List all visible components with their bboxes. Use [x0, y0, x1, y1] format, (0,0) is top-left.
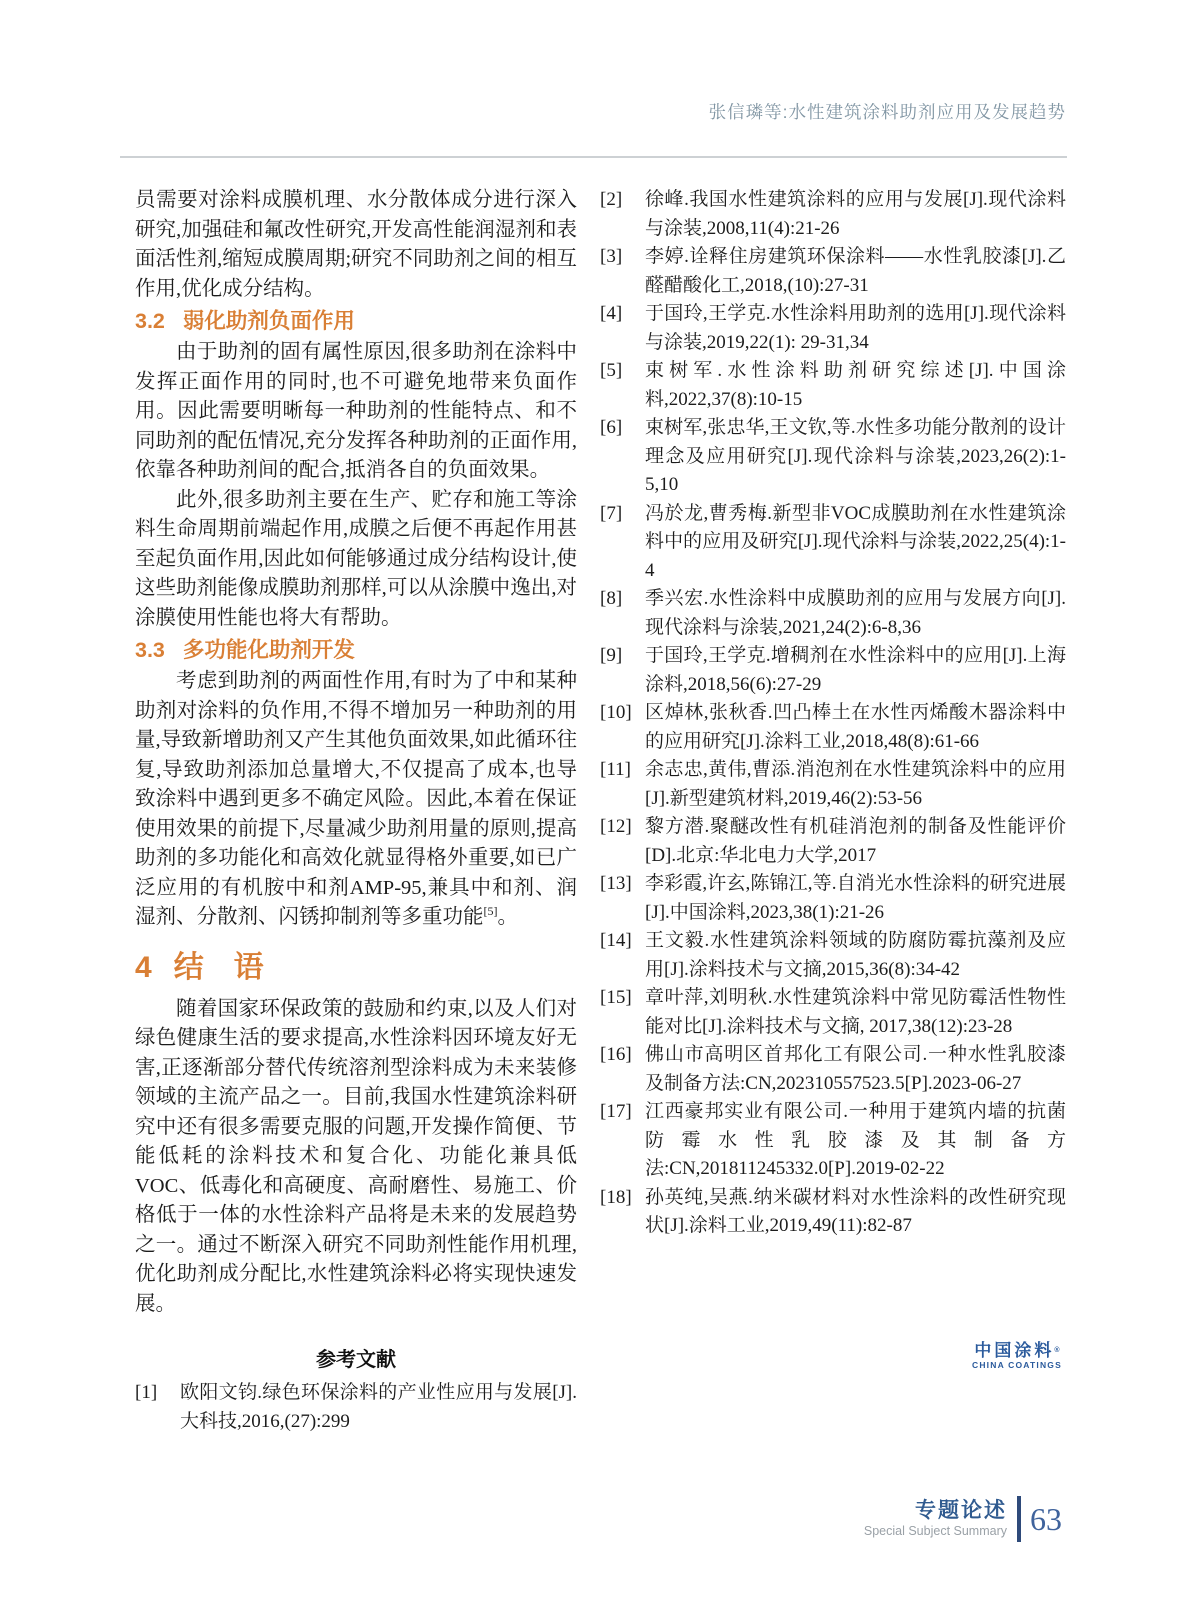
reference-number: [14]	[600, 930, 632, 951]
logo-cn-text	[972, 1342, 1062, 1360]
reference-item	[600, 870, 1066, 927]
section-3-2-paragraph-1: 由于助剂的固有属性原因,很多助剂在涂料中发挥正面作用的同时,也不可避免地带来负面作用。因此需要明晰每一种助剂的性能特点、和不同助剂的配伍情况,充分发挥各种助剂的正面作用,依靠各种助剂间的配合,抵消各自的负面效果。	[135, 341, 577, 481]
reference-number: [6]	[600, 417, 623, 438]
reference-number: [9]	[600, 645, 623, 666]
reference-number: [17]	[600, 1101, 632, 1122]
reference-number: [10]	[600, 702, 632, 723]
reference-text: 于国玲,王学克.增稠剂在水性涂料中的应用[J].上海涂料,2018,56(6):27-29	[645, 645, 1066, 695]
reference-item	[600, 1041, 1066, 1098]
citation-superscript: [5]	[483, 904, 498, 919]
reference-number: [18]	[600, 1186, 632, 1208]
logo-en-text: CHINA COATINGS	[972, 1360, 1062, 1370]
reference-item	[600, 243, 1066, 300]
reference-item	[600, 585, 1066, 642]
reference-item	[600, 1098, 1066, 1184]
reference-number: [4]	[600, 303, 623, 324]
reference-text: 区焯林,张秋香.凹凸棒土在水性丙烯酸木器涂料中的应用研究[J].涂料工业,2018,48(8):61-66	[645, 702, 1066, 752]
reference-text: 徐峰.我国水性建筑涂料的应用与发展[J].现代涂料与涂装,2008,11(4):21-26	[645, 189, 1066, 239]
reference-item	[600, 300, 1066, 357]
intro-paragraph: 员需要对涂料成膜机理、水分散体成分进行深入研究,加强硅和氟改性研究,开发高性能润湿剂和表面活性剂,缩短成膜周期;研究不同助剂之间的相互作用,优化成分结构。	[135, 189, 577, 300]
section-3-3-paragraph	[135, 667, 577, 933]
reference-number: [3]	[600, 246, 623, 267]
reference-text: 束树军,张忠华,王文钦,等.水性多功能分散剂的设计理念及应用研究[J].现代涂料与涂装,2023,26(2):1-5,10	[645, 417, 1066, 495]
footer-category	[864, 1499, 1007, 1540]
reference-text: 于国玲,王学克.水性涂料用助剂的选用[J].现代涂料与涂装,2019,22(1): 29-31,34	[645, 303, 1066, 353]
reference-text: 欧阳文钧.绿色环保涂料的产业性应用与发展[J].大科技,2016,(27):299	[180, 1382, 577, 1432]
section-3-3-paragraph-text: 考虑到助剂的两面性作用,有时为了中和某种助剂对涂料的负作用,不得不增加另一种助剂的用量,导致新增助剂又产生其他负面效果,如此循环往复,导致助剂添加总量增大,不仅提高了成本,也导致涂料中遇到更多不确定风险。因此,本着在保证使用效果的前提下,尽量减少助剂用量的原则,提高助剂的多功能化和高效化就显得格外重要,如已广泛应用的有机胺中和剂AMP-95,兼具中和剂、润湿剂、分散剂、闪锈抑制剂等多重功能	[135, 670, 577, 928]
references-left	[135, 1379, 577, 1436]
reference-item	[600, 813, 1066, 870]
reference-number: [1]	[135, 1382, 158, 1403]
section-3-3-paragraph-end: 。	[497, 906, 518, 928]
section-4-paragraph: 随着国家环保政策的鼓励和约束,以及人们对绿色健康生活的要求提高,水性涂料因环境友好无害,正逐渐部分替代传统溶剂型涂料成为未来装修领域的主流产品之一。目前,我国水性建筑涂料研究中还有很多需要克服的问题,开发操作简便、节能低耗的涂料技术和复合化、功能化兼具低VOC、低毒化和高硬度、高耐磨性、易施工、价格低于一体的水性涂料产品将是未来的发展趋势之一。通过不断深入研究不同助剂性能作用机理,优化助剂成分配比,水性建筑涂料必将实现快速发展。	[135, 997, 577, 1315]
reference-number: [16]	[600, 1044, 632, 1065]
reference-text: 冯於龙,曹秀梅.新型非VOC成膜助剂在水性建筑涂料中的应用及研究[J].现代涂料与涂装,2022,25(4):1-4	[645, 502, 1066, 581]
reference-text: 江西豪邦实业有限公司.一种用于建筑内墙的抗菌防霉水性乳胶漆及其制备方法:CN,201811245332.0[P].2019-02-22	[645, 1101, 1066, 1179]
running-head-title: 张信璘等:水性建筑涂料助剂应用及发展趋势	[708, 102, 1066, 122]
reference-item	[600, 1184, 1066, 1241]
reference-item	[600, 500, 1066, 586]
reference-item	[600, 642, 1066, 699]
reference-text: 王文毅.水性建筑涂料领域的防腐防霉抗藻剂及应用[J].涂料技术与文摘,2015,36(8):34-42	[645, 930, 1066, 980]
right-column-references	[600, 186, 1066, 1241]
section-4-heading	[135, 951, 577, 985]
reference-text: 束树军.水性涂料助剂研究综述[J].中国涂料,2022,37(8):10-15	[645, 360, 1066, 410]
reference-text: 章叶萍,刘明秋.水性建筑涂料中常见防霉活性物性能对比[J].涂料技术与文摘, 2017,38(12):23-28	[645, 987, 1066, 1037]
reference-text: 佛山市高明区首邦化工有限公司.一种水性乳胶漆及制备方法:CN,202310557523.5[P].2023-06-27	[645, 1044, 1066, 1094]
references-heading: 参考文献	[316, 1349, 396, 1371]
reference-number: [2]	[600, 189, 623, 210]
reference-number: [13]	[600, 873, 632, 894]
page-footer	[864, 1496, 1062, 1542]
header-divider	[120, 156, 1067, 158]
section-3-3-title: 多功能化助剂开发	[182, 638, 355, 662]
left-column	[135, 186, 577, 1436]
china-coatings-logo	[972, 1342, 1062, 1371]
reference-text: 黎方潜.聚醚改性有机硅消泡剂的制备及性能评价[D].北京:华北电力大学,2017	[645, 816, 1066, 866]
page-number: 63	[1030, 1501, 1062, 1537]
reference-number: [15]	[600, 987, 632, 1008]
reference-number: [8]	[600, 588, 623, 609]
footer-category-en: Special Subject Summary	[863, 1523, 1007, 1538]
reference-item	[600, 927, 1066, 984]
section-3-2-title: 弱化助剂负面作用	[182, 309, 355, 333]
footer-divider-bar	[1017, 1496, 1021, 1542]
section-4-number: 4	[135, 950, 152, 984]
section-3-2-heading	[135, 307, 577, 336]
reference-text: 李彩霞,许玄,陈锦江,等.自消光水性涂料的研究进展[J].中国涂料,2023,38(1):21-26	[645, 873, 1066, 923]
section-3-3-heading	[135, 636, 577, 665]
registered-mark-icon: ®	[1054, 1347, 1060, 1354]
reference-text: 李婷.诠释住房建筑环保涂料——水性乳胶漆[J].乙醛醋酸化工,2018,(10):27-31	[645, 246, 1066, 296]
reference-item	[600, 414, 1066, 500]
reference-item	[600, 984, 1066, 1041]
reference-item	[600, 186, 1066, 243]
section-3-3-number: 3.3	[135, 638, 165, 662]
reference-text: 孙英纯,吴燕.纳米碳材料对水性涂料的改性研究现状[J].涂料工业,2019,49(11):82-87	[645, 1186, 1066, 1236]
reference-item	[600, 756, 1066, 813]
reference-number: [7]	[600, 502, 623, 524]
reference-item	[600, 357, 1066, 414]
footer-category-cn: 专题论述	[915, 1498, 1007, 1522]
reference-number: [11]	[600, 759, 631, 780]
reference-item	[135, 1379, 577, 1436]
reference-text: 季兴宏.水性涂料中成膜助剂的应用与发展方向[J].现代涂料与涂装,2021,24(2):6-8,36	[645, 588, 1066, 638]
reference-number: [12]	[600, 816, 632, 837]
section-4-title: 结 语	[173, 950, 264, 984]
reference-number: [5]	[600, 360, 623, 381]
logo-cn-label: 中国涂料	[974, 1341, 1055, 1360]
section-3-2-paragraph-2: 此外,很多助剂主要在生产、贮存和施工等涂料生命周期前端起作用,成膜之后便不再起作用甚至起负面作用,因此如何能够通过成分结构设计,使这些助剂能像成膜助剂那样,可以从涂膜中逸出,对涂膜使用性能也将大有帮助。	[135, 488, 577, 629]
section-3-2-number: 3.2	[135, 309, 165, 333]
reference-text: 余志忠,黄伟,曹添.消泡剂在水性建筑涂料中的应用[J].新型建筑材料,2019,46(2):53-56	[645, 759, 1066, 809]
reference-item	[600, 699, 1066, 756]
